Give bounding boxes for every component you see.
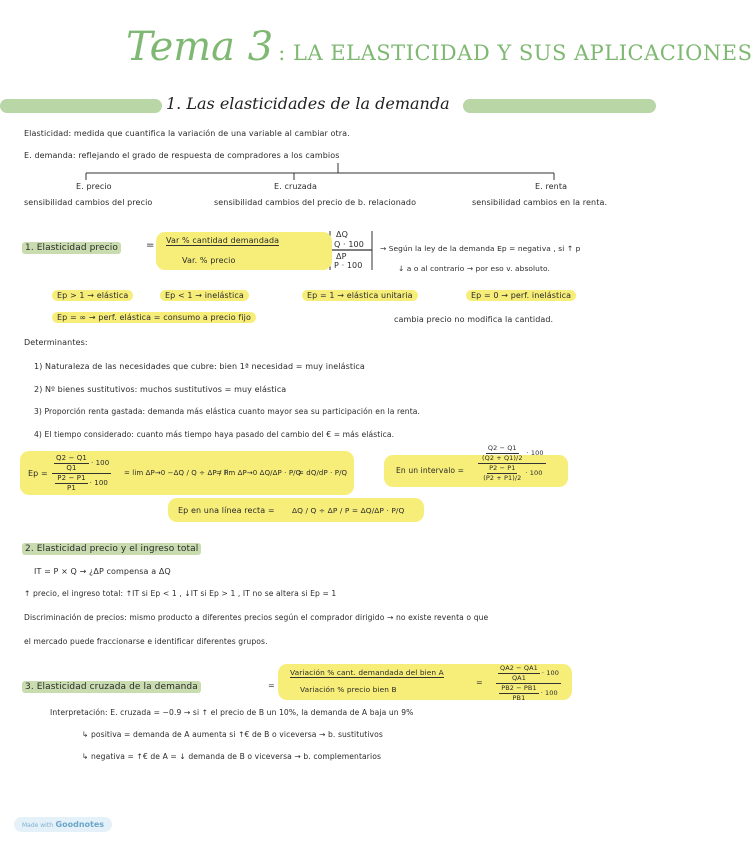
- tree-precio: E. precio: [76, 182, 112, 191]
- section3-heading: 3. Elasticidad cruzada de la demanda: [22, 681, 201, 693]
- ep-frac-bot-d: P · 100: [334, 261, 363, 270]
- cruzada-positiva: ↳ positiva = demanda de A aumenta si ↑€ de B o viceversa → b. sustitutivos: [82, 730, 383, 739]
- ep-frac-bot-n: ΔP: [336, 252, 347, 261]
- ep-frac-top-d: Q · 100: [334, 240, 364, 249]
- section2-line2: Discriminación de precios: mismo producto a diferentes precios según el comprador dirigido → no existe reventa o que: [24, 613, 489, 622]
- cruzada-gn: PB2 − PB1: [501, 684, 537, 692]
- ep-in-times: · 100: [526, 449, 544, 457]
- determinante-1: 1) Naturaleza de las necesidades que cubre: bien 1ª necesidad = muy inelástica: [34, 362, 365, 371]
- def-elasticidad: Elasticidad: medida que cuantifica la variación de una variable al cambiar otra.: [24, 129, 350, 138]
- cruzada-gd: PB1: [512, 694, 526, 702]
- ep-lim-2: = lim ΔP→0 ΔQ/ΔP · P/Q: [216, 469, 302, 477]
- ep-f1n: Q2 − Q1: [56, 454, 87, 462]
- ep-intervalo-frac: [478, 444, 546, 483]
- made-with-label: Made with: [22, 822, 53, 829]
- section2-it: IT = P × Q → ¿ΔP compensa a ΔQ: [34, 567, 171, 576]
- ep-ip-d: (P2 + P1)/2: [483, 474, 522, 482]
- ep-label: 1. Elasticidad precio: [22, 242, 121, 254]
- tree-cruzada-desc: sensibilidad cambios del precio de b. relacionado: [214, 198, 417, 207]
- section2-heading: 2. Elasticidad precio y el ingreso total: [22, 543, 201, 555]
- ep-note-1: → Según la ley de la demanda Ep = negativa , si ↑ p: [380, 244, 581, 253]
- ep-in-d: (Q2 + Q1)/2: [482, 454, 523, 462]
- ep-ip-n: P2 − P1: [489, 464, 516, 472]
- ep-arrow: =: [146, 240, 155, 251]
- cruzada-interp: Interpretación: E. cruzada = −0.9 → si ↑ el precio de B un 10%, la demanda de A baja un 9%: [50, 708, 414, 717]
- ep-frac-block: [52, 454, 111, 493]
- ep-recta-label: Ep en una línea recta =: [178, 506, 275, 515]
- case-note: cambia precio no modifica la cantidad.: [394, 315, 554, 324]
- cruzada-fn: QA2 − QA1: [500, 664, 538, 672]
- ep-formula-num: Var % cantidad demandada: [166, 236, 280, 245]
- title-sub: : LA ELASTICIDAD Y SUS APLICACIONES: [278, 41, 752, 65]
- ep-in-n: Q2 − Q1: [487, 444, 517, 452]
- tree-precio-desc: sensibilidad cambios del precio: [24, 198, 153, 207]
- ep-f2d: P1: [67, 484, 76, 492]
- ep-ip-times: · 100: [525, 469, 543, 477]
- case-unitaria: Ep = 1 → elástica unitaria: [302, 290, 418, 301]
- ep-big-eq: Ep =: [28, 469, 48, 478]
- determinante-3: 3) Proporción renta gastada: demanda más elástica cuanto mayor sea su participación en la renta.: [34, 407, 421, 416]
- ep-f2b: · 100: [89, 479, 108, 487]
- brand-label: Goodnotes: [55, 820, 105, 829]
- case-elastica: Ep > 1 → elástica: [52, 290, 133, 301]
- determinantes-title: Determinantes:: [24, 338, 88, 347]
- case-inelastica: Ep < 1 → inelástica: [160, 290, 249, 301]
- determinante-2: 2) Nº bienes sustitutivos: muchos sustitutivos = muy elástica: [34, 385, 287, 394]
- ep-f1b: · 100: [90, 459, 110, 467]
- ep-recta-formula: ΔQ / Q ÷ ΔP / P = ΔQ/ΔP · P/Q: [292, 506, 405, 515]
- ep-last: = dQ/dP · P/Q: [298, 469, 348, 477]
- ep-lim-1: = lim ΔP→0 −ΔQ / Q ÷ ΔP / P: [124, 469, 229, 477]
- determinante-4: 4) El tiempo considerado: cuanto más tiempo haya pasado del cambio del € = más elástica.: [34, 430, 395, 439]
- section2-line1: ↑ precio, el ingreso total: ↑IT si Ep < 1 , ↓IT si Ep > 1 , IT no se altera si Ep = 1: [24, 589, 337, 598]
- section1-heading: 1. Las elasticidades de la demanda: [166, 94, 450, 113]
- cruzada-den: Variación % precio bien B: [300, 685, 397, 694]
- title-main: Tema 3: [126, 24, 274, 70]
- goodnotes-badge: [14, 817, 112, 832]
- cruzada-fb: · 100: [541, 669, 559, 677]
- ep-f2n: P2 − P1: [57, 474, 86, 482]
- case-perf-elastica: Ep = ∞ → perf. elástica = consumo a precio fijo: [52, 312, 256, 323]
- cruzada-fd: QA1: [511, 674, 526, 682]
- tree-cruzada: E. cruzada: [274, 182, 317, 191]
- cruzada-gb: · 100: [540, 689, 558, 697]
- ep-f1d: Q1: [66, 464, 77, 472]
- ep-formula-den: Var. % precio: [182, 256, 236, 265]
- def-e-demanda: E. demanda: reflejando el grado de respuesta de compradores a los cambios: [24, 151, 340, 160]
- cruzada-negativa: ↳ negativa = ↑€ de A = ↓ demanda de B o viceversa → b. complementarios: [82, 752, 382, 761]
- cruzada-frac: [496, 664, 561, 703]
- ep-intervalo-label: En un intervalo =: [396, 466, 465, 475]
- ep-frac-top-n: ΔQ: [336, 230, 348, 239]
- section3-dash: =: [268, 681, 275, 690]
- tree-renta: E. renta: [535, 182, 568, 191]
- ep-note-2: ↓ a o al contrario → por eso v. absoluto.: [398, 264, 550, 273]
- cruzada-eq: =: [476, 678, 483, 687]
- section2-line3: el mercado puede fraccionarse e identificar diferentes grupos.: [24, 637, 268, 646]
- tree-renta-desc: sensibilidad cambios en la renta.: [472, 198, 608, 207]
- case-perf-inelastica: Ep = 0 → perf. inelástica: [466, 290, 576, 301]
- cruzada-num: Variación % cant. demandada del bien A: [290, 668, 444, 677]
